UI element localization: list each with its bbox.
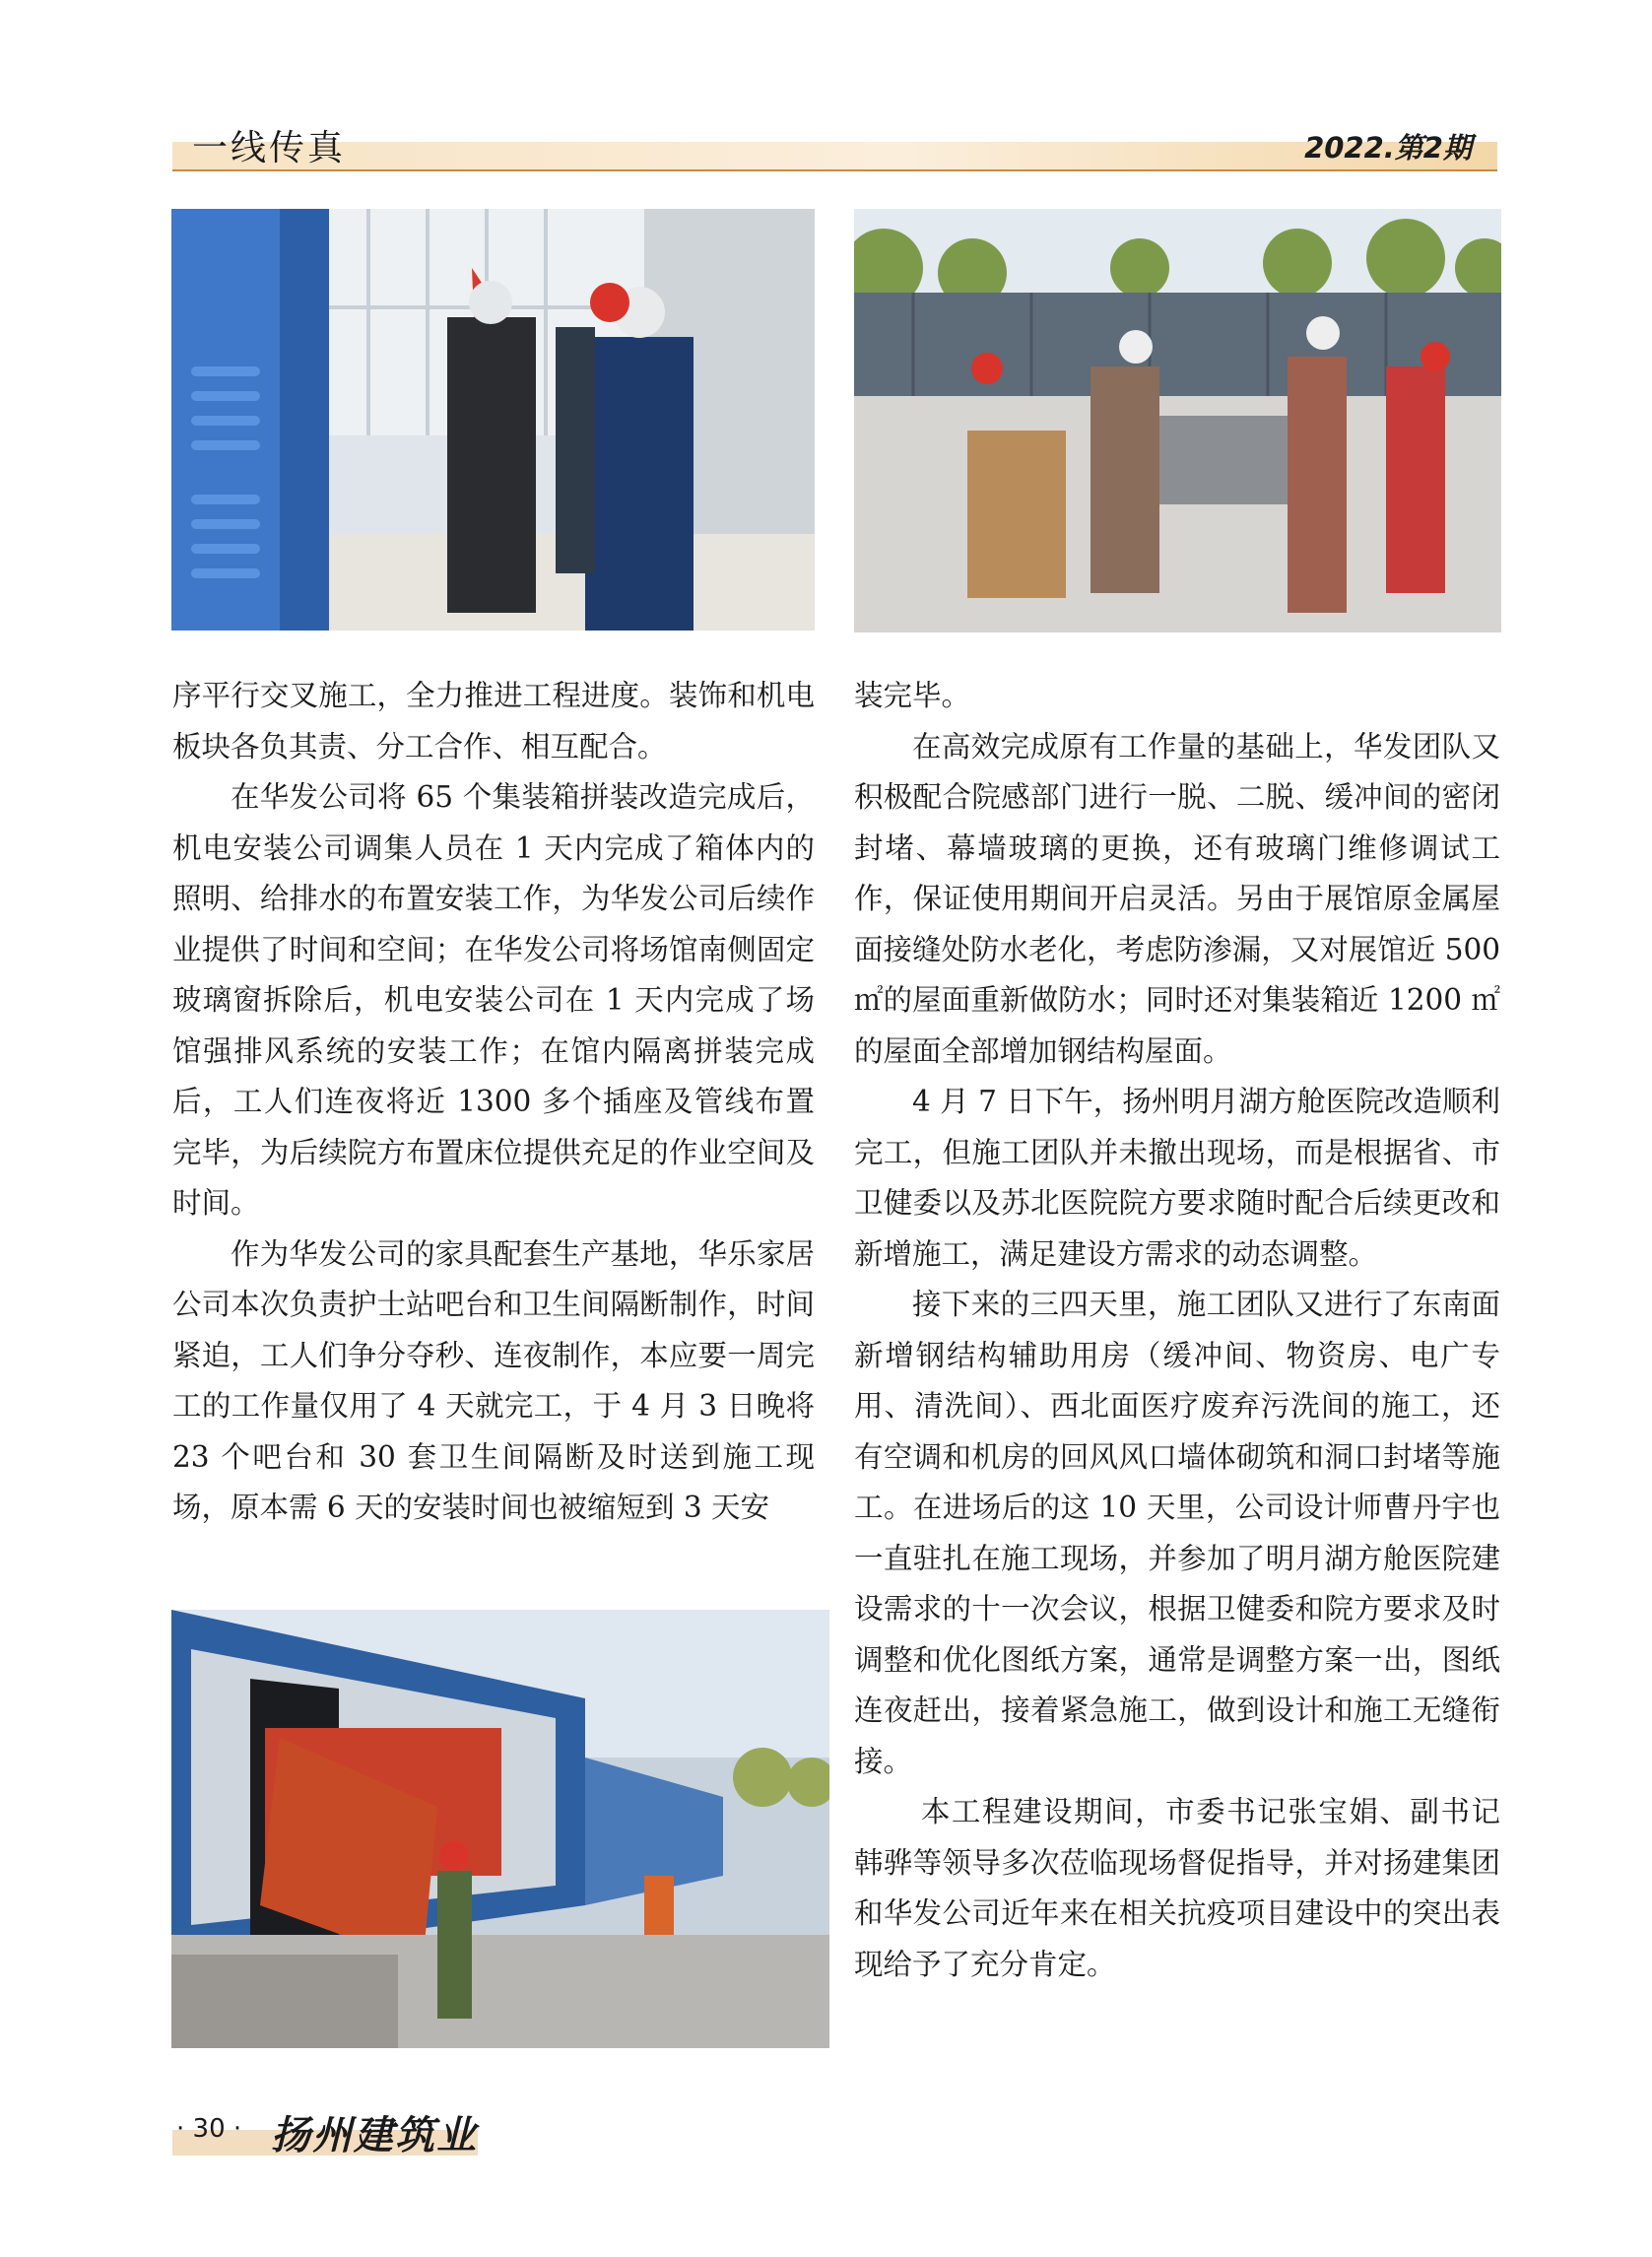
- paragraph: 作为华发公司的家具配套生产基地，华乐家居公司本次负责护士站吧台和卫生间隔断制作，时间紧迫，工人们争分夺秒、连夜制作，本应要一周完工的工作量仅用了 4 天就完工，于 4 月 3 日晚将 23 个吧台和 30 套卫生间隔断及时送到施工现场，原本需 6 天的安装时间也被缩短到 3 天安: [172, 1236, 815, 1524]
- page-header: [172, 114, 1497, 169]
- photo-interior-inspection: [171, 209, 815, 631]
- photo-workers-with-boards: [854, 209, 1501, 632]
- header-bar: [172, 142, 1497, 169]
- issue-label: 2022.第2期: [1304, 131, 1472, 165]
- right-text-column: [854, 671, 1500, 1990]
- paragraph: 序平行交叉施工，全力推进工程进度。装饰和机电板块各负其责、分工合作、相互配合。: [172, 679, 815, 763]
- paragraph: 4 月 7 日下午，扬州明月湖方舱医院改造顺利完工，但施工团队并未撤出现场，而是根据省、市卫健委以及苏北医院院方要求随时配合后续更改和新增施工，满足建设方需求的动态调整。: [854, 1085, 1500, 1271]
- paragraph: 接下来的三四天里，施工团队又进行了东南面新增钢结构辅助用房（缓冲间、物资房、电广专用、清洗间）、西北面医疗废弃污洗间的施工，还有空调和机房的回风风口墙体砌筑和洞口封堵等施工。在进场后的这 10 天里，公司设计师曹丹宇也一直驻扎在施工现场，并参加了明月湖方舱医院建设需求的十一次会议，根据卫健委和院方要求及时调整和优化图纸方案，通常是调整方案一出，图纸连夜赶出，接着紧急施工，做到设计和施工无缝衔接。: [854, 1288, 1500, 1778]
- photo-container-units: [171, 1610, 829, 2048]
- header-rule: [172, 169, 1497, 171]
- page-number: · 30 ·: [176, 2114, 242, 2144]
- page-footer: [172, 2110, 478, 2157]
- paragraph: 本工程建设期间，市委书记张宝娟、副书记韩骅等领导多次莅临现场督促指导，并对扬建集团和华发公司近年来在相关抗疫项目建设中的突出表现给予了充分肯定。: [854, 1795, 1500, 1981]
- paragraph: 在华发公司将 65 个集装箱拼装改造完成后，机电安装公司调集人员在 1 天内完成了箱体内的照明、给排水的布置安装工作，为华发公司后续作业提供了时间和空间；在华发公司将场馆南侧固定玻璃窗拆除后，机电安装公司在 1 天内完成了场馆强排风系统的安装工作；在馆内隔离拼装完成后，工人们连夜将近 1300 多个插座及管线布置完毕，为后续院方布置床位提供充足的作业空间及时间。: [172, 780, 815, 1220]
- magazine-logo: 扬州建筑业: [271, 2112, 478, 2158]
- section-title: 一线传真: [192, 128, 347, 168]
- left-text-column: [172, 671, 815, 1534]
- paragraph: 装完毕。: [854, 679, 971, 712]
- paragraph: 在高效完成原有工作量的基础上，华发团队又积极配合院感部门进行一脱、二脱、缓冲间的密闭封堵、幕墙玻璃的更换，还有玻璃门维修调试工作，保证使用期间开启灵活。另由于展馆原金属屋面接缝处防水老化，考虑防渗漏，又对展馆近 500 ㎡的屋面重新做防水；同时还对集装箱近 1200 ㎡的屋面全部增加钢结构屋面。: [854, 729, 1500, 1068]
